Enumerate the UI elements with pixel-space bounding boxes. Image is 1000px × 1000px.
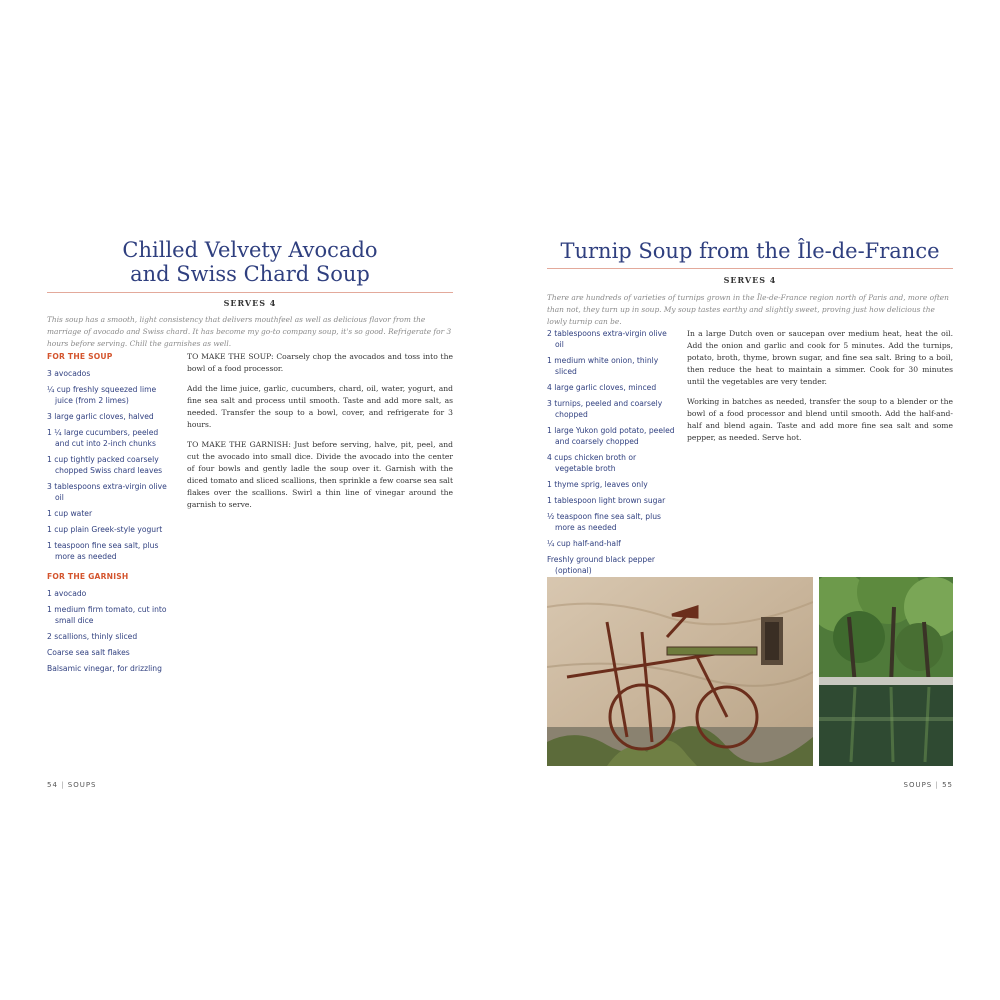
list-item: 1 large Yukon gold potato, peeled and coarsely chopped: [547, 426, 675, 446]
right-serves: SERVES 4: [723, 275, 777, 285]
farm-equipment-photo: [547, 577, 813, 766]
list-item: ½ teaspoon fine sea salt, plus more as needed: [547, 512, 661, 532]
list-item: 4 cups chicken broth or vegetable broth: [547, 453, 637, 473]
right-folio: [893, 781, 953, 789]
garnish-ingredients-heading: FOR THE GARNISH: [47, 572, 129, 581]
folio-divider: |: [61, 781, 65, 789]
list-item: 1 teaspoon fine sea salt, plus more as needed: [47, 541, 159, 561]
left-title-rule: [47, 292, 453, 293]
list-item: 1 cup plain Greek-style yogurt: [47, 525, 163, 534]
list-item: 2 scallions, thinly sliced: [47, 632, 138, 641]
list-item: ¼ cup freshly squeezed lime juice (from 2 limes): [47, 385, 157, 405]
left-method-column: [187, 351, 453, 519]
list-item: 3 tablespoons extra-virgin olive oil: [47, 482, 167, 502]
list-item: 1 avocado: [47, 589, 87, 598]
list-item: 1 medium firm tomato, cut into small dice: [47, 605, 167, 625]
left-intro: This soup has a smooth, light consistency that delivers mouthfeel as well as delicious flavor from the marriage of avocado and Swiss chard. It has become my go-to company soup, it's so good. Refrigerate for 3 hours before serving. Chill the garnishes as well.: [47, 315, 452, 348]
right-method-column: [687, 328, 953, 452]
list-item: 1 thyme sprig, leaves only: [547, 480, 648, 489]
method-paragraph: In a large Dutch oven or saucepan over medium heat, heat the oil. Add the onion and garlic and cook for 5 minutes. Add the turnips, potato, broth, thyme, brown sugar, and fine sea salt. Bring to a boil, then reduce the heat to maintain a simmer. Cook for 30 minutes until the vegetables are very tender.: [687, 329, 953, 386]
list-item: Freshly ground black pepper (optional): [547, 555, 656, 575]
list-item: 1 tablespoon light brown sugar: [547, 496, 666, 505]
section-name: SOUPS: [903, 781, 933, 789]
method-paragraph: TO MAKE THE GARNISH: Just before serving, halve, pit, peel, and cut the avocado into small dice. Divide the avocado into the center of four bowls and gently ladle the soup over it. Garnish with the diced tomato and sliced scallions, then sprinkle a few coarse sea salt flakes over the scallions. Swirl a thin line of vinegar around the garnish to serve.: [187, 440, 453, 509]
page-number: 54: [47, 781, 58, 789]
left-ingredients-column: [47, 351, 172, 679]
list-item: 1 cup water: [47, 509, 93, 518]
right-title-rule: [547, 268, 953, 269]
list-item: 3 avocados: [47, 369, 91, 378]
list-item: 2 tablespoons extra-virgin olive oil: [547, 329, 667, 349]
soup-ingredient-list: [47, 368, 172, 562]
left-title-line-1: Chilled Velvety Avocado: [122, 238, 378, 262]
pond-trees-illustration: [819, 577, 953, 766]
left-serves: SERVES 4: [223, 298, 277, 308]
method-paragraph: Add the lime juice, garlic, cucumbers, chard, oil, water, yogurt, and fine sea salt and process until smooth. Taste and add more salt, as needed. Transfer the soup to a bowl, cover, and refrigerate for 3 hours.: [187, 384, 453, 429]
garnish-ingredient-list: [47, 588, 172, 674]
left-title-line-2: and Swiss Chard Soup: [130, 262, 370, 286]
folio-divider: |: [935, 781, 939, 789]
right-ingredients-column: [547, 328, 675, 581]
right-intro: There are hundreds of varieties of turnips grown in the Île-de-France region north of Paris and, more often than not, they turn up in soup. My soup tastes earthy and slightly sweet, proving just how delicious the lowly turnip can be.: [547, 293, 949, 326]
method-paragraph: TO MAKE THE SOUP: Coarsely chop the avocados and toss into the bowl of a food processor.: [187, 352, 453, 373]
list-item: 4 large garlic cloves, minced: [547, 383, 657, 392]
left-recipe-title: [47, 238, 453, 286]
list-item: ¼ cup half-and-half: [547, 539, 621, 548]
page-number: 55: [942, 781, 953, 789]
method-paragraph: Working in batches as needed, transfer the soup to a blender or the bowl of a food processor and blend until smooth. Add the half-and-half and blend again. Taste and add more fine sea salt and some pepper, as needed. Serve hot.: [687, 397, 953, 442]
farm-equipment-illustration: [547, 577, 813, 766]
list-item: Balsamic vinegar, for drizzling: [47, 664, 162, 673]
pond-trees-photo: [819, 577, 953, 766]
section-name: SOUPS: [67, 781, 97, 789]
list-item: 3 large garlic cloves, halved: [47, 412, 154, 421]
list-item: 1 ¼ large cucumbers, peeled and cut into 2-inch chunks: [47, 428, 159, 448]
list-item: Coarse sea salt flakes: [47, 648, 130, 657]
list-item: 1 cup tightly packed coarsely chopped Swiss chard leaves: [47, 455, 163, 475]
left-folio: [47, 781, 97, 789]
list-item: 1 medium white onion, thinly sliced: [547, 356, 659, 376]
soup-ingredients-heading: FOR THE SOUP: [47, 352, 113, 361]
right-page: [500, 0, 1000, 1000]
right-recipe-title: Turnip Soup from the Île-de-France: [560, 239, 940, 263]
list-item: 3 turnips, peeled and coarsely chopped: [547, 399, 663, 419]
